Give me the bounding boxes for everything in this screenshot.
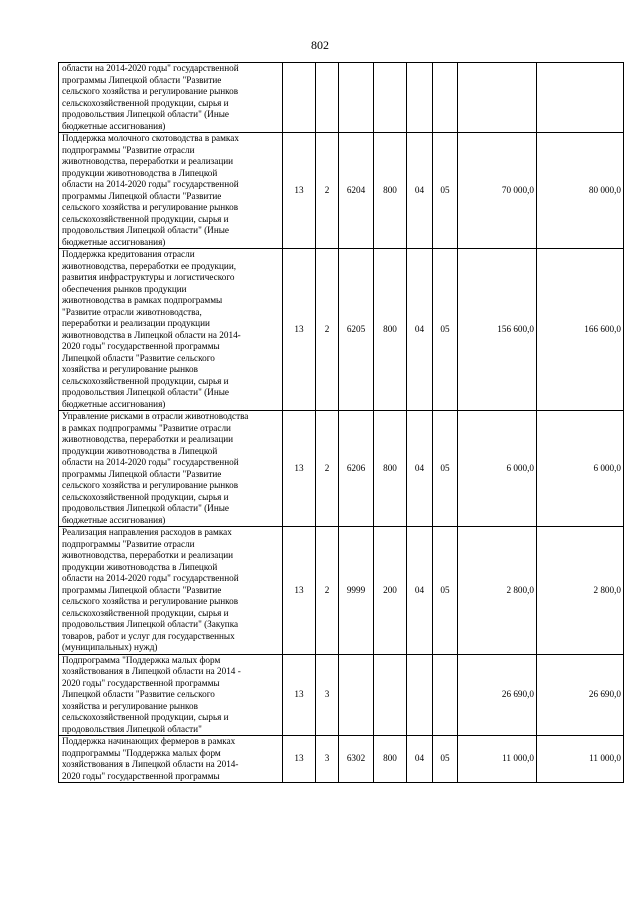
cell-code-3: 6204 (339, 133, 374, 249)
cell-code-3: 6206 (339, 411, 374, 527)
row-description: Поддержка молочного скотоводства в рамках подпрограммы "Развитие отрасли животноводства, переработки и реализации продукции животноводства в Липецкой области на 2014-2020 годы" государственной программы Липецкой области "Развитие сельского хозяйства и регулирование рынков сельскохозяйственной продукции, сырья и продовольствия Липецкой области" (Иные бюджетные ассигнования) (59, 133, 283, 249)
budget-table (58, 62, 624, 783)
cell-amount-1: 156 600,0 (458, 249, 537, 411)
cell-code-1 (283, 63, 316, 133)
page-number: 802 (311, 38, 329, 52)
cell-amount-2: 80 000,0 (537, 133, 624, 249)
cell-amount-2: 11 000,0 (537, 736, 624, 783)
cell-code-2: 3 (316, 654, 339, 736)
table-row (59, 249, 624, 411)
cell-code-2: 2 (316, 411, 339, 527)
cell-code-1: 13 (283, 527, 316, 655)
cell-code-1: 13 (283, 736, 316, 783)
cell-code-6 (433, 654, 458, 736)
cell-code-6: 05 (433, 736, 458, 783)
cell-code-3: 9999 (339, 527, 374, 655)
row-description: области на 2014-2020 годы" государственной программы Липецкой области "Развитие сельского хозяйства и регулирование рынков сельскохозяйственной продукции, сырья и продовольствия Липецкой области" (Иные бюджетные ассигнования) (59, 63, 283, 133)
cell-code-6: 05 (433, 527, 458, 655)
cell-code-6: 05 (433, 411, 458, 527)
cell-code-6 (433, 63, 458, 133)
cell-code-5: 04 (407, 527, 433, 655)
cell-code-5: 04 (407, 411, 433, 527)
cell-code-4 (374, 654, 407, 736)
row-description: Реализация направления расходов в рамках подпрограммы "Развитие отрасли животноводства, переработки и реализации продукции животноводства в Липецкой области на 2014-2020 годы" государственной программы Липецкой области "Развитие сельского хозяйства и регулирование рынков сельскохозяйственной продукции, сырья и продовольствия Липецкой области" (Закупка товаров, работ и услуг для государственных (муниципальных) нужд) (59, 527, 283, 655)
cell-code-5: 04 (407, 736, 433, 783)
cell-amount-1: 26 690,0 (458, 654, 537, 736)
table-row (59, 736, 624, 783)
cell-amount-2 (537, 63, 624, 133)
cell-amount-2: 6 000,0 (537, 411, 624, 527)
cell-code-5 (407, 654, 433, 736)
cell-code-1: 13 (283, 654, 316, 736)
cell-amount-2: 166 600,0 (537, 249, 624, 411)
cell-code-2: 3 (316, 736, 339, 783)
cell-amount-1: 70 000,0 (458, 133, 537, 249)
cell-code-6: 05 (433, 249, 458, 411)
cell-code-2: 2 (316, 249, 339, 411)
table-row (59, 411, 624, 527)
row-description: Управление рисками в отрасли животноводства в рамках подпрограммы "Развитие отрасли животноводства, переработки и реализации продукции животноводства в Липецкой области на 2014-2020 годы" государственной программы Липецкой области "Развитие сельского хозяйства и регулирование рынков сельскохозяйственной продукции, сырья и продовольствия Липецкой области" (Иные бюджетные ассигнования) (59, 411, 283, 527)
cell-code-1: 13 (283, 411, 316, 527)
table-row (59, 527, 624, 655)
cell-code-3: 6205 (339, 249, 374, 411)
cell-code-2 (316, 63, 339, 133)
cell-amount-1: 11 000,0 (458, 736, 537, 783)
cell-code-3: 6302 (339, 736, 374, 783)
row-description: Поддержка начинающих фермеров в рамках подпрограммы "Поддержка малых форм хозяйствования в Липецкой области на 2014- 2020 годы" государственной программы (59, 736, 283, 783)
cell-code-4: 200 (374, 527, 407, 655)
cell-code-4: 800 (374, 411, 407, 527)
cell-code-1: 13 (283, 249, 316, 411)
cell-code-5: 04 (407, 133, 433, 249)
row-description: Поддержка кредитования отрасли животноводства, переработки ее продукции, развития инфраструктуры и логистического обеспечения рынков продукции животноводства в рамках подпрограммы "Развитие отрасли животноводства, переработки и реализации продукции животноводства в Липецкой области на 2014- 2020 годы" государственной программы Липецкой области "Развитие сельского хозяйства и регулирование рынков сельскохозяйственной продукции, сырья и продовольствия Липецкой области" (Иные бюджетные ассигнования) (59, 249, 283, 411)
cell-code-4: 800 (374, 249, 407, 411)
cell-code-5 (407, 63, 433, 133)
cell-amount-2: 26 690,0 (537, 654, 624, 736)
cell-amount-1 (458, 63, 537, 133)
cell-amount-1: 2 800,0 (458, 527, 537, 655)
cell-code-3 (339, 654, 374, 736)
table-row (59, 133, 624, 249)
cell-code-4: 800 (374, 133, 407, 249)
cell-code-2: 2 (316, 133, 339, 249)
table-row (59, 63, 624, 133)
cell-amount-2: 2 800,0 (537, 527, 624, 655)
cell-amount-1: 6 000,0 (458, 411, 537, 527)
cell-code-4: 800 (374, 736, 407, 783)
cell-code-6: 05 (433, 133, 458, 249)
cell-code-2: 2 (316, 527, 339, 655)
cell-code-3 (339, 63, 374, 133)
table-row (59, 654, 624, 736)
row-description: Подпрограмма "Поддержка малых форм хозяйствования в Липецкой области на 2014 - 2020 годы" государственной программы Липецкой области "Развитие сельского хозяйства и регулирование рынков сельскохозяйственной продукции, сырья и продовольствия Липецкой области" (59, 654, 283, 736)
cell-code-4 (374, 63, 407, 133)
cell-code-1: 13 (283, 133, 316, 249)
cell-code-5: 04 (407, 249, 433, 411)
